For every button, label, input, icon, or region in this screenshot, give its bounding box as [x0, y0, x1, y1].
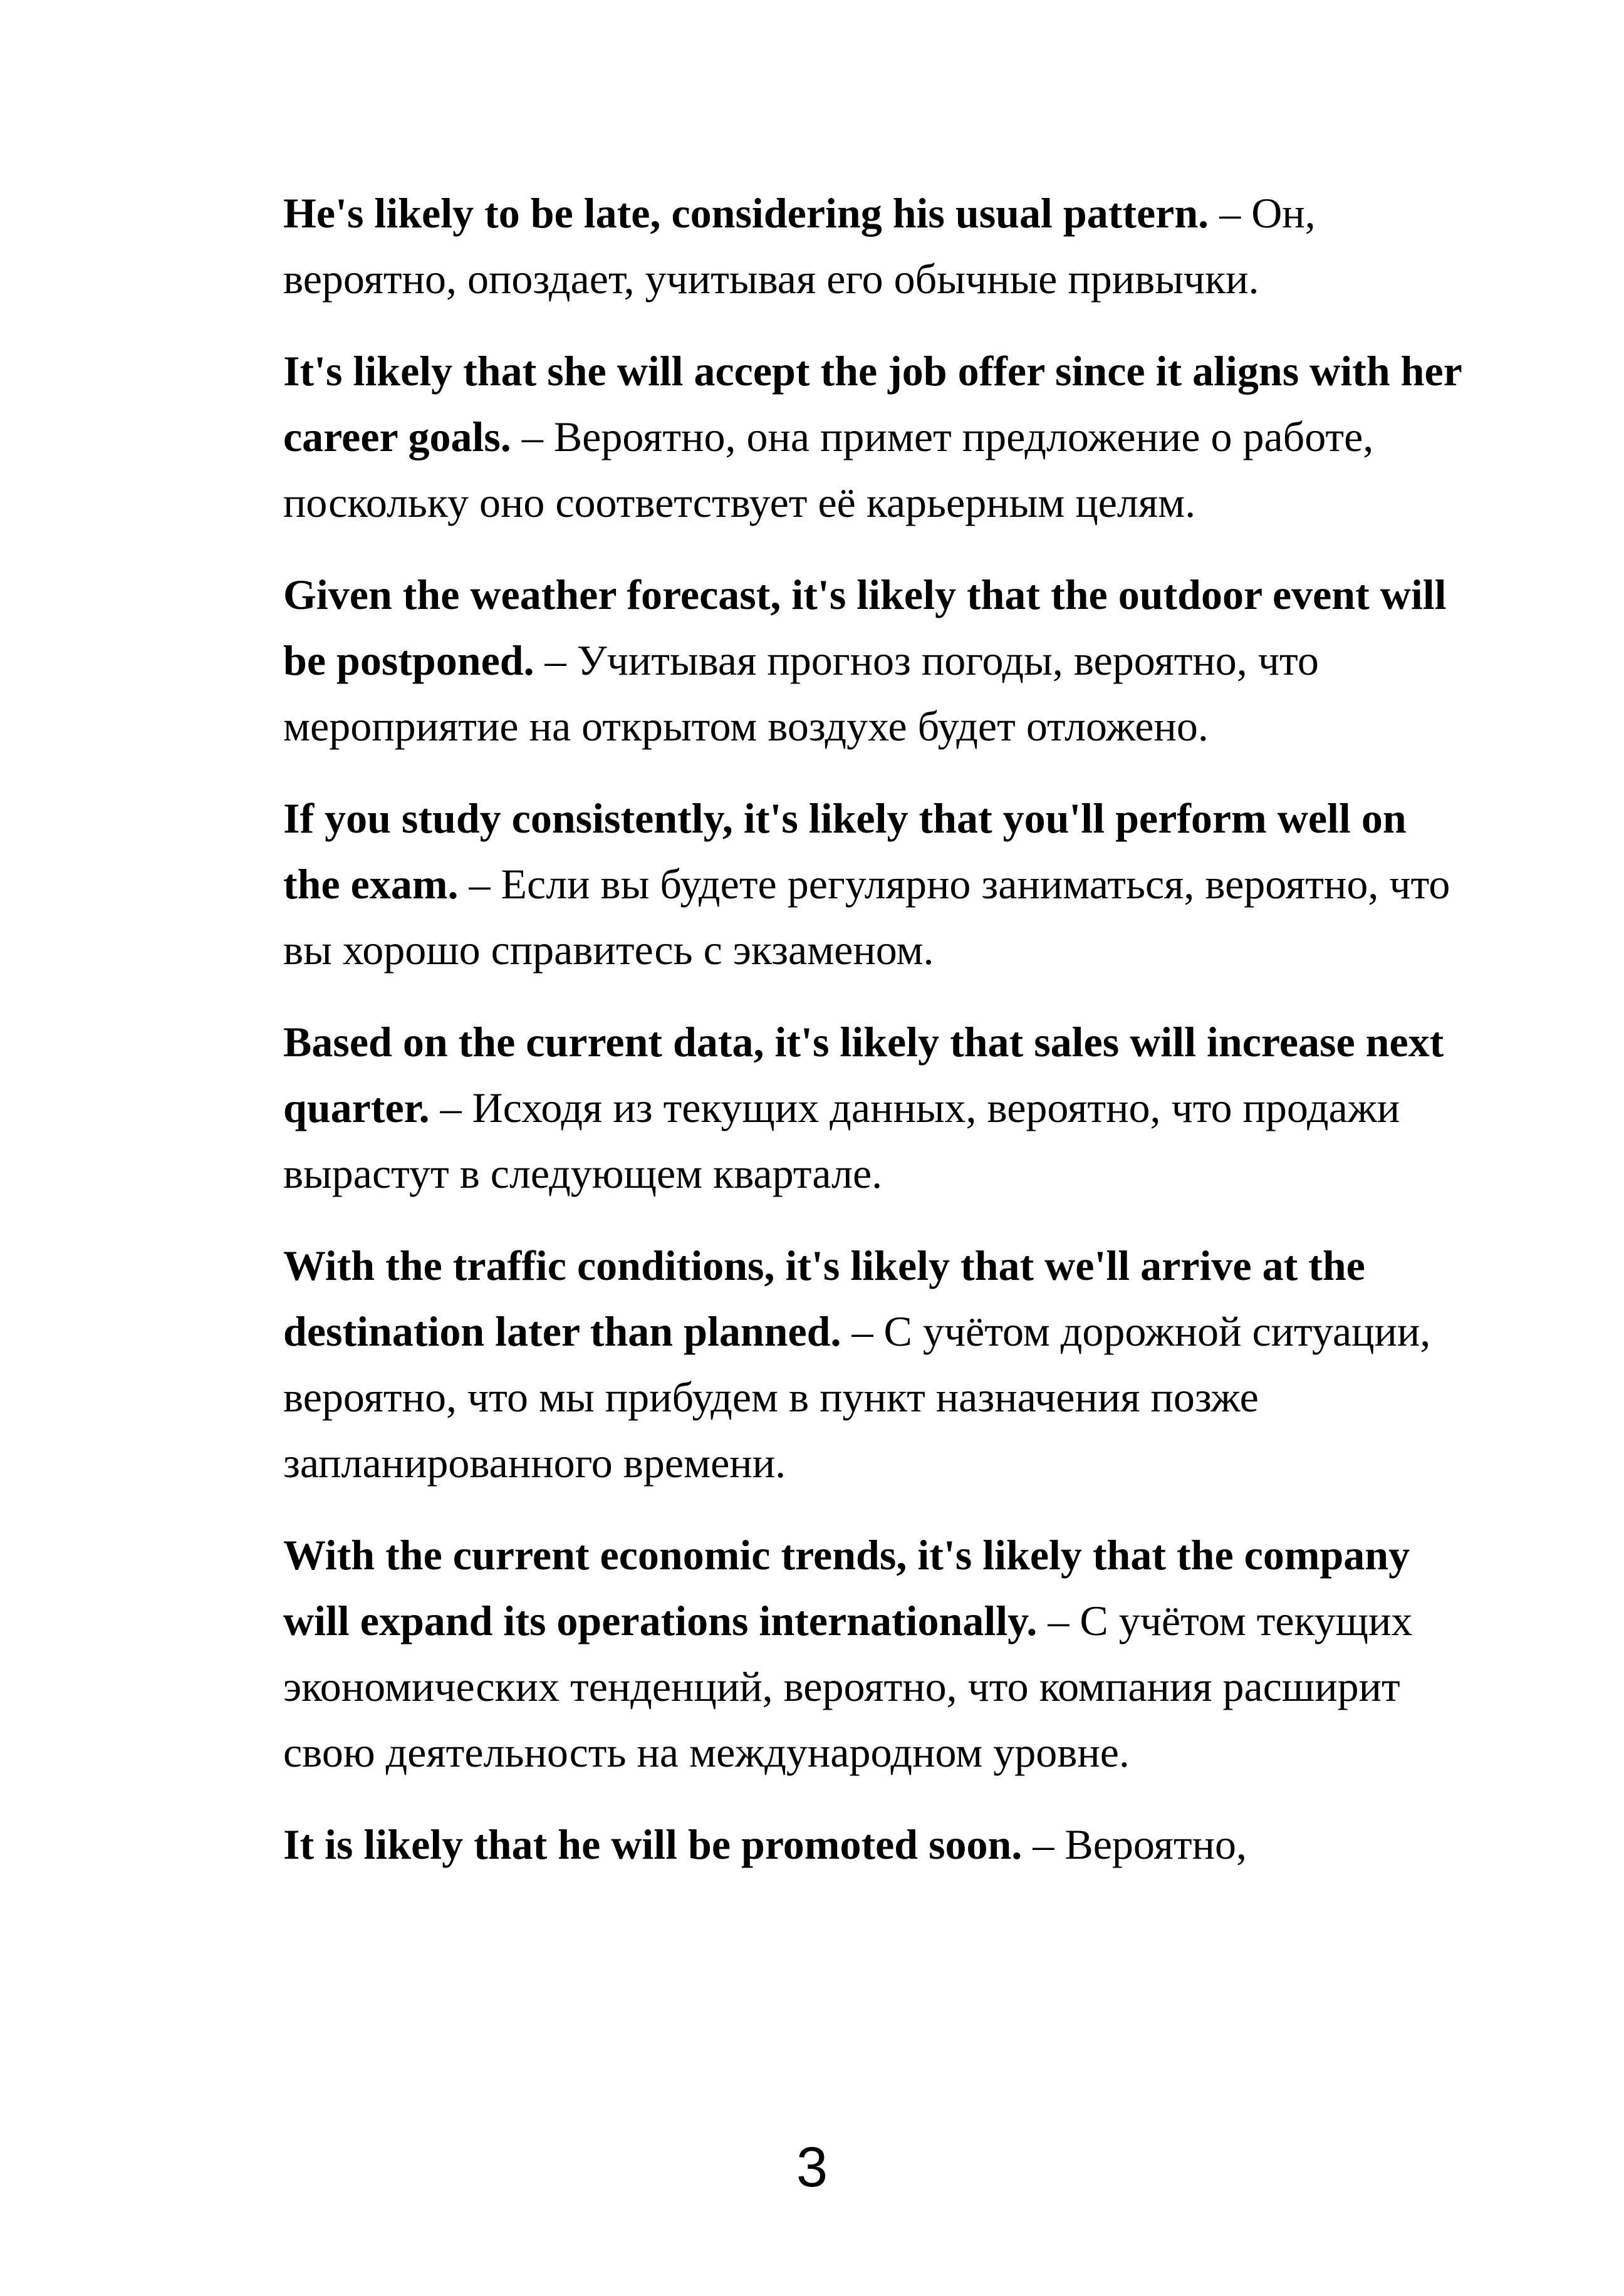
russian-translation: – Исходя из текущих данных, вероятно, что продажи вырастут в следующем квартале.: [283, 1084, 1400, 1197]
sentence-pair: [283, 338, 1469, 536]
sentence-pair: [283, 180, 1469, 312]
english-sentence: Given the weather forecast, it's likely that the outdoor event will be postponed.: [283, 571, 1447, 684]
english-sentence: He's likely to be late, considering his usual pattern.: [283, 189, 1209, 237]
english-sentence: With the current economic trends, it's likely that the company will expand its operations internationally.: [283, 1531, 1410, 1644]
sentence-pair: [283, 562, 1469, 759]
english-sentence: If you study consistently, it's likely that you'll perform well on the exam.: [283, 794, 1407, 908]
english-sentence: Based on the current data, it's likely that sales will increase next quarter.: [283, 1018, 1444, 1131]
sentence-pair: [283, 1009, 1469, 1207]
russian-translation: – Вероятно,: [1033, 1821, 1247, 1868]
english-sentence: With the traffic conditions, it's likely that we'll arrive at the destination later than planned.: [283, 1242, 1365, 1355]
page-number: 3: [796, 2136, 828, 2199]
russian-translation: – С учётом текущих экономических тенденций, вероятно, что компания расширит свою деятельность на международном уровне.: [283, 1597, 1413, 1776]
sentence-pair: [283, 786, 1469, 983]
sentence-pair: [283, 1522, 1469, 1785]
russian-translation: – Если вы будете регулярно заниматься, вероятно, что вы хорошо справитесь с экзаменом.: [283, 860, 1450, 974]
english-sentence: It's likely that she will accept the job offer since it aligns with her career goals.: [283, 347, 1462, 460]
russian-translation: – Учитывая прогноз погоды, вероятно, что мероприятие на открытом воздухе будет отложено.: [283, 636, 1319, 750]
english-sentence: It is likely that he will be promoted soon.: [283, 1821, 1023, 1868]
russian-translation: – С учётом дорожной ситуации, вероятно, что мы прибудем в пункт назначения позже запланированного времени.: [283, 1307, 1431, 1487]
text-content: [283, 180, 1469, 1904]
russian-translation: – Вероятно, она примет предложение о работе, поскольку оно соответствует её карьерным целям.: [283, 413, 1374, 526]
sentence-pair: [283, 1812, 1469, 1878]
sentence-pair: [283, 1233, 1469, 1496]
russian-translation: – Он, вероятно, опоздает, учитывая его обычные привычки.: [283, 189, 1316, 303]
